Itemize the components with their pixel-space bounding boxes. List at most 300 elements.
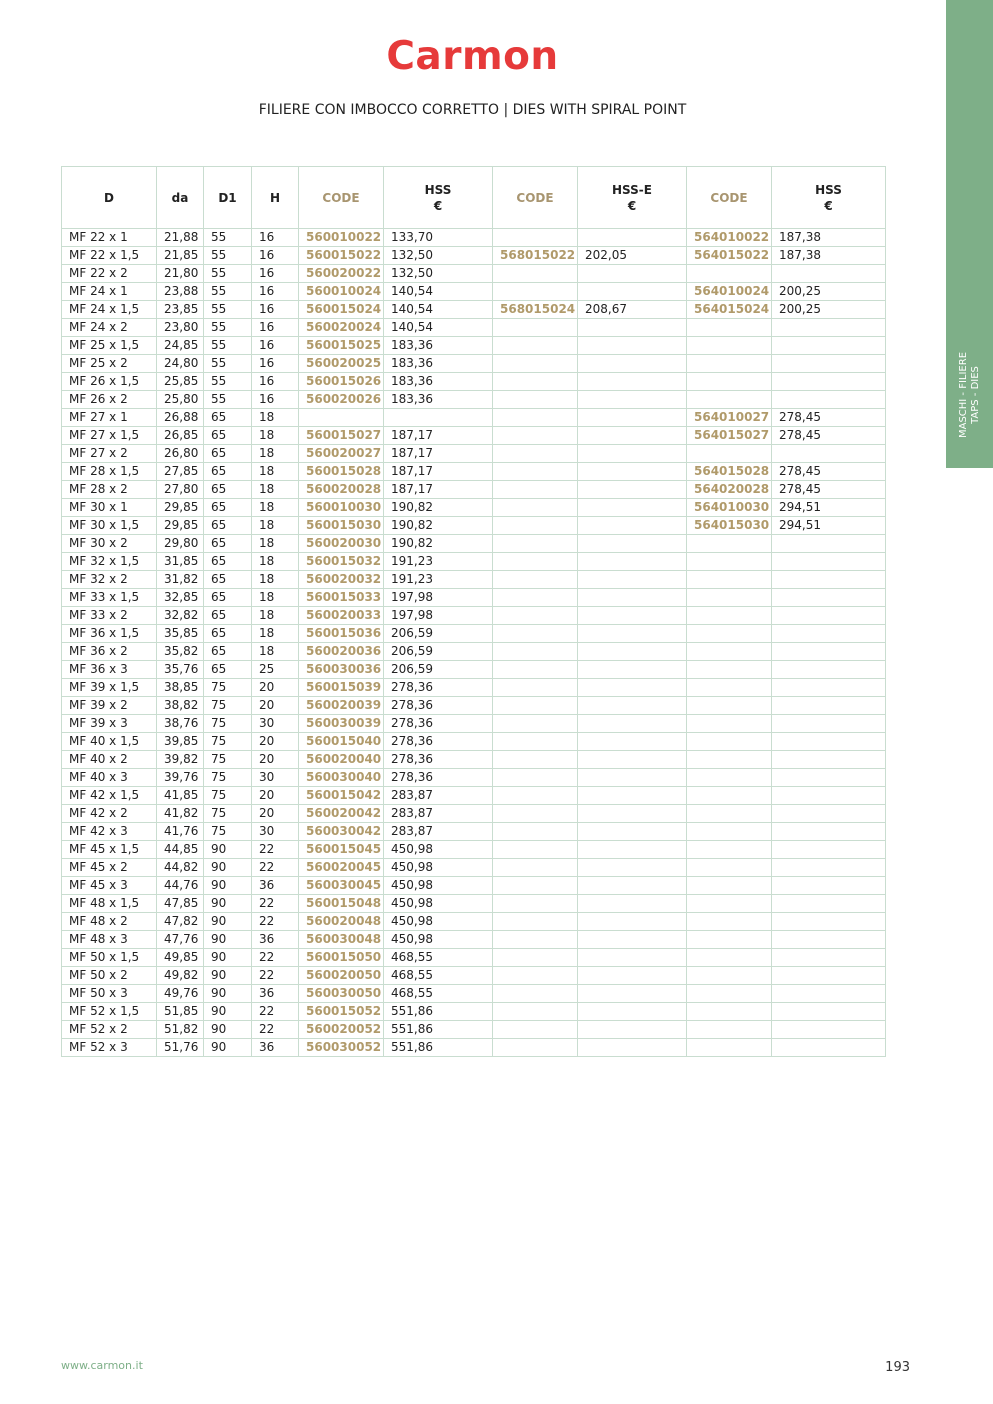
cell-code-hsse [493,355,578,373]
cell-da: 23,85 [157,301,204,319]
cell-code-hsse [493,1039,578,1057]
cell-code-hss-2 [687,895,772,913]
cell-h: 16 [252,373,299,391]
cell-d: MF 24 x 1 [62,283,157,301]
cell-code-hss: 560020026 [299,391,384,409]
cell-code-hss-2 [687,265,772,283]
table-row [62,319,886,337]
footer-url[interactable]: www.carmon.it [61,1359,143,1372]
cell-h: 30 [252,769,299,787]
cell-price-hss: 283,87 [384,805,493,823]
cell-da: 44,76 [157,877,204,895]
cell-code-hsse: 568015022 [493,247,578,265]
cell-code-hss-2: 564020028 [687,481,772,499]
cell-price-hss: 190,82 [384,535,493,553]
cell-price-hss: 206,59 [384,661,493,679]
cell-h: 30 [252,823,299,841]
cell-code-hsse [493,553,578,571]
cell-da: 51,85 [157,1003,204,1021]
cell-code-hsse [493,985,578,1003]
cell-da: 49,85 [157,949,204,967]
cell-code-hss: 560020052 [299,1021,384,1039]
cell-code-hss: 560020045 [299,859,384,877]
cell-d1: 65 [204,625,252,643]
table-header-row [62,167,886,229]
cell-h: 18 [252,643,299,661]
cell-code-hsse [493,463,578,481]
cell-code-hss: 560015050 [299,949,384,967]
cell-d1: 55 [204,355,252,373]
cell-da: 39,82 [157,751,204,769]
cell-price-hss-2 [772,553,886,571]
cell-code-hss-2 [687,1039,772,1057]
cell-code-hsse [493,625,578,643]
cell-code-hsse [493,967,578,985]
cell-code-hss: 560015032 [299,553,384,571]
cell-d1: 55 [204,265,252,283]
cell-code-hss-2 [687,877,772,895]
table-row [62,877,886,895]
cell-price-hss: 132,50 [384,265,493,283]
cell-da: 21,85 [157,247,204,265]
cell-d: MF 40 x 3 [62,769,157,787]
cell-d1: 75 [204,787,252,805]
cell-d: MF 36 x 3 [62,661,157,679]
cell-price-hss: 278,36 [384,697,493,715]
cell-price-hss: 283,87 [384,787,493,805]
cell-price-hss-2 [772,769,886,787]
cell-code-hsse [493,373,578,391]
cell-price-hsse [578,751,687,769]
cell-h: 25 [252,661,299,679]
cell-da: 25,80 [157,391,204,409]
cell-da: 27,85 [157,463,204,481]
cell-price-hss-2 [772,805,886,823]
cell-code-hss-2 [687,823,772,841]
cell-code-hss-2 [687,1003,772,1021]
cell-d: MF 28 x 1,5 [62,463,157,481]
cell-h: 16 [252,283,299,301]
hsse-label: HSS-E [612,182,652,197]
cell-h: 18 [252,427,299,445]
cell-h: 18 [252,535,299,553]
cell-price-hss: 187,17 [384,445,493,463]
cell-code-hss: 560030052 [299,1039,384,1057]
cell-price-hss-2 [772,985,886,1003]
cell-price-hss-2: 200,25 [772,301,886,319]
cell-d: MF 45 x 2 [62,859,157,877]
table-row [62,535,886,553]
cell-h: 18 [252,481,299,499]
cell-price-hss: 197,98 [384,589,493,607]
cell-h: 18 [252,607,299,625]
table-row [62,301,886,319]
cell-d: MF 42 x 1,5 [62,787,157,805]
cell-price-hss: 140,54 [384,283,493,301]
cell-code-hsse [493,1021,578,1039]
cell-d: MF 27 x 1,5 [62,427,157,445]
cell-code-hsse [493,859,578,877]
cell-d: MF 42 x 3 [62,823,157,841]
cell-d1: 90 [204,931,252,949]
table-row [62,427,886,445]
cell-price-hss-2: 278,45 [772,481,886,499]
cell-code-hsse [493,571,578,589]
cell-code-hsse [493,481,578,499]
cell-code-hss: 560010030 [299,499,384,517]
cell-price-hss: 191,23 [384,553,493,571]
table-row [62,679,886,697]
cell-price-hss: 468,55 [384,967,493,985]
cell-code-hsse [493,805,578,823]
cell-code-hsse [493,643,578,661]
cell-d: MF 26 x 1,5 [62,373,157,391]
cell-code-hss: 560015022 [299,247,384,265]
cell-price-hss-2 [772,589,886,607]
cell-d1: 75 [204,733,252,751]
cell-code-hss-2 [687,319,772,337]
cell-code-hss: 560030048 [299,931,384,949]
cell-d: MF 48 x 3 [62,931,157,949]
cell-price-hsse [578,427,687,445]
cell-da: 49,76 [157,985,204,1003]
cell-price-hss: 206,59 [384,625,493,643]
cell-h: 18 [252,571,299,589]
cell-code-hss-2 [687,355,772,373]
table-row [62,625,886,643]
cell-code-hsse [493,715,578,733]
cell-code-hss-2 [687,697,772,715]
cell-da: 32,82 [157,607,204,625]
cell-da: 51,82 [157,1021,204,1039]
cell-price-hss-2 [772,337,886,355]
table-row [62,247,886,265]
cell-da: 38,82 [157,697,204,715]
cell-da: 21,80 [157,265,204,283]
cell-code-hsse [493,409,578,427]
cell-code-hss-2: 564015027 [687,427,772,445]
cell-code-hsse [493,823,578,841]
table-row [62,481,886,499]
price-table [61,166,886,1057]
table-row [62,499,886,517]
cell-d1: 65 [204,571,252,589]
table-row [62,409,886,427]
cell-da: 39,76 [157,769,204,787]
cell-h: 22 [252,967,299,985]
cell-code-hss-2 [687,391,772,409]
cell-price-hss-2 [772,391,886,409]
cell-d: MF 24 x 2 [62,319,157,337]
cell-code-hss: 560020024 [299,319,384,337]
cell-code-hss: 560020036 [299,643,384,661]
cell-d1: 65 [204,499,252,517]
cell-price-hss: 190,82 [384,517,493,535]
side-tab-line-1: MASCHI - FILIERE [957,351,969,439]
cell-d1: 75 [204,715,252,733]
euro-label: € [824,198,833,213]
cell-code-hss-2 [687,985,772,1003]
cell-da: 31,82 [157,571,204,589]
cell-code-hss: 560020033 [299,607,384,625]
cell-code-hss-2: 564010027 [687,409,772,427]
cell-price-hsse [578,1039,687,1057]
col-header-hss-price [384,167,493,229]
cell-h: 18 [252,463,299,481]
cell-price-hss-2 [772,625,886,643]
cell-code-hss: 560015042 [299,787,384,805]
cell-d1: 65 [204,661,252,679]
cell-d1: 75 [204,805,252,823]
cell-code-hss: 560015040 [299,733,384,751]
table-row [62,355,886,373]
cell-d1: 65 [204,427,252,445]
cell-price-hss: 551,86 [384,1021,493,1039]
table-row [62,1039,886,1057]
col-header-d1: D1 [204,167,252,229]
table-row [62,823,886,841]
table-row [62,391,886,409]
cell-code-hss: 560015024 [299,301,384,319]
cell-price-hsse [578,283,687,301]
cell-d: MF 48 x 1,5 [62,895,157,913]
cell-d: MF 22 x 1 [62,229,157,247]
table-row [62,949,886,967]
cell-price-hsse: 208,67 [578,301,687,319]
euro-label: € [433,198,443,213]
cell-code-hss-2 [687,625,772,643]
cell-price-hsse [578,913,687,931]
cell-code-hss-2 [687,337,772,355]
cell-d1: 65 [204,589,252,607]
cell-d: MF 32 x 1,5 [62,553,157,571]
table-row [62,589,886,607]
cell-price-hss: 450,98 [384,895,493,913]
hss-label: HSS [815,182,842,197]
cell-price-hsse [578,787,687,805]
cell-h: 22 [252,859,299,877]
cell-d1: 65 [204,463,252,481]
cell-code-hss-2 [687,589,772,607]
table-row [62,571,886,589]
cell-code-hss-2 [687,571,772,589]
cell-price-hss-2 [772,265,886,283]
table-row [62,1021,886,1039]
cell-code-hss-2 [687,751,772,769]
cell-h: 20 [252,733,299,751]
cell-price-hss: 187,17 [384,463,493,481]
cell-da: 24,85 [157,337,204,355]
cell-code-hss-2 [687,733,772,751]
cell-code-hss-2: 564015024 [687,301,772,319]
cell-d: MF 25 x 2 [62,355,157,373]
cell-price-hss-2 [772,535,886,553]
cell-price-hss-2 [772,1021,886,1039]
cell-h: 36 [252,985,299,1003]
cell-price-hss: 551,86 [384,1003,493,1021]
cell-price-hss-2 [772,787,886,805]
cell-d: MF 26 x 2 [62,391,157,409]
cell-da: 29,85 [157,517,204,535]
cell-price-hss: 183,36 [384,373,493,391]
cell-price-hss-2: 294,51 [772,499,886,517]
cell-d: MF 24 x 1,5 [62,301,157,319]
cell-code-hss: 560015036 [299,625,384,643]
cell-da: 23,88 [157,283,204,301]
cell-h: 20 [252,751,299,769]
cell-price-hss: 278,36 [384,733,493,751]
table-row [62,751,886,769]
cell-price-hsse [578,805,687,823]
cell-code-hsse [493,733,578,751]
cell-price-hss-2 [772,607,886,625]
cell-code-hss: 560020027 [299,445,384,463]
cell-da: 51,76 [157,1039,204,1057]
cell-h: 18 [252,625,299,643]
cell-h: 22 [252,949,299,967]
cell-price-hss: 132,50 [384,247,493,265]
cell-da: 24,80 [157,355,204,373]
cell-code-hsse [493,841,578,859]
cell-price-hsse [578,373,687,391]
cell-d: MF 33 x 2 [62,607,157,625]
cell-price-hss-2 [772,841,886,859]
cell-d1: 55 [204,301,252,319]
cell-code-hsse [493,697,578,715]
cell-price-hsse [578,445,687,463]
table-row [62,787,886,805]
cell-d: MF 33 x 1,5 [62,589,157,607]
cell-price-hsse [578,607,687,625]
cell-price-hsse [578,1003,687,1021]
cell-price-hss-2: 200,25 [772,283,886,301]
cell-h: 22 [252,841,299,859]
cell-d1: 65 [204,517,252,535]
cell-da: 35,76 [157,661,204,679]
cell-price-hsse [578,643,687,661]
cell-h: 20 [252,805,299,823]
cell-da: 27,80 [157,481,204,499]
brand-logo: Carmon [386,34,559,79]
cell-price-hsse [578,499,687,517]
col-header-hsse-price [578,167,687,229]
cell-da: 38,85 [157,679,204,697]
table-row [62,373,886,391]
cell-da: 39,85 [157,733,204,751]
cell-price-hsse [578,859,687,877]
cell-d: MF 36 x 1,5 [62,625,157,643]
cell-code-hss: 560020039 [299,697,384,715]
cell-code-hsse [493,931,578,949]
cell-code-hss-2 [687,445,772,463]
cell-da: 44,85 [157,841,204,859]
cell-price-hss: 197,98 [384,607,493,625]
cell-price-hss-2 [772,571,886,589]
cell-h: 22 [252,1003,299,1021]
cell-h: 18 [252,553,299,571]
cell-code-hsse [493,769,578,787]
cell-d1: 90 [204,859,252,877]
cell-d: MF 52 x 3 [62,1039,157,1057]
cell-d1: 75 [204,769,252,787]
cell-code-hss: 560020030 [299,535,384,553]
cell-h: 16 [252,337,299,355]
cell-price-hss-2 [772,823,886,841]
cell-price-hss-2 [772,859,886,877]
cell-d: MF 27 x 2 [62,445,157,463]
cell-d: MF 30 x 1,5 [62,517,157,535]
col-header-h: H [252,167,299,229]
cell-code-hss: 560015025 [299,337,384,355]
table-row [62,913,886,931]
col-header-code-hss: CODE [299,167,384,229]
cell-price-hsse [578,733,687,751]
cell-price-hsse [578,481,687,499]
cell-d: MF 50 x 3 [62,985,157,1003]
cell-price-hss-2 [772,1039,886,1057]
cell-d1: 55 [204,283,252,301]
cell-da: 41,85 [157,787,204,805]
cell-d1: 55 [204,337,252,355]
cell-d1: 75 [204,823,252,841]
cell-price-hss: 278,36 [384,679,493,697]
cell-code-hss: 560030042 [299,823,384,841]
cell-h: 20 [252,679,299,697]
table-row [62,985,886,1003]
cell-price-hss-2: 278,45 [772,409,886,427]
cell-h: 36 [252,931,299,949]
cell-price-hss: 140,54 [384,301,493,319]
cell-price-hsse [578,355,687,373]
cell-da: 44,82 [157,859,204,877]
cell-price-hss: 190,82 [384,499,493,517]
table-row [62,733,886,751]
cell-price-hss-2 [772,715,886,733]
cell-d1: 90 [204,877,252,895]
cell-price-hss-2: 278,45 [772,463,886,481]
cell-h: 16 [252,301,299,319]
cell-h: 16 [252,391,299,409]
cell-price-hss: 140,54 [384,319,493,337]
cell-h: 18 [252,589,299,607]
cell-h: 16 [252,355,299,373]
cell-code-hsse [493,607,578,625]
table-row [62,661,886,679]
table-row [62,769,886,787]
cell-code-hss-2 [687,373,772,391]
table-row [62,895,886,913]
cell-price-hsse [578,985,687,1003]
cell-code-hss: 560015033 [299,589,384,607]
cell-code-hss: 560015039 [299,679,384,697]
cell-d: MF 30 x 2 [62,535,157,553]
cell-code-hsse [493,535,578,553]
cell-d1: 90 [204,841,252,859]
cell-price-hsse [578,553,687,571]
cell-d: MF 27 x 1 [62,409,157,427]
cell-price-hss-2 [772,697,886,715]
table-row [62,859,886,877]
cell-price-hss: 450,98 [384,877,493,895]
cell-da: 26,88 [157,409,204,427]
cell-price-hss: 468,55 [384,949,493,967]
table-row [62,265,886,283]
cell-price-hss-2 [772,661,886,679]
cell-h: 20 [252,787,299,805]
cell-code-hss: 560015027 [299,427,384,445]
cell-code-hsse [493,949,578,967]
cell-price-hsse [578,697,687,715]
